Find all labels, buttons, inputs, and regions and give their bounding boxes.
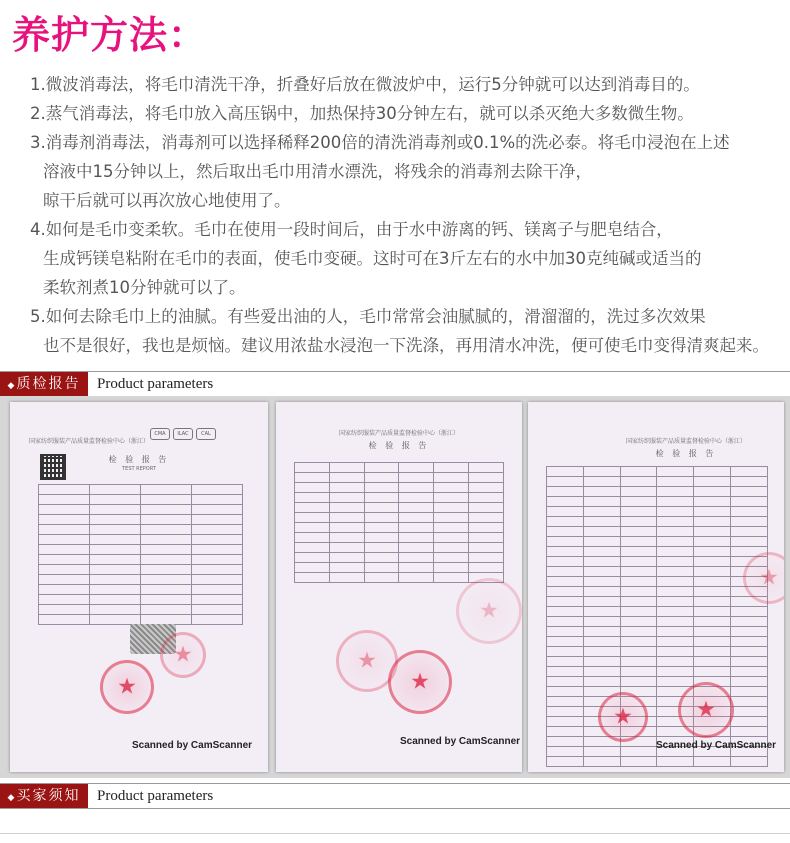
section-header-buyer-notice xyxy=(0,783,790,809)
care-line: 生成钙镁皂粘附在毛巾的表面，使毛巾变硬。这时可在3斤左右的水中加30克纯碱或适当的 xyxy=(43,249,702,268)
doc-title: 检 验 报 告 xyxy=(108,455,170,464)
cnas-logo-icon: ILAC xyxy=(173,428,193,440)
seal-stamp: ★ xyxy=(100,660,154,714)
cal-logo-icon: CAL xyxy=(196,428,216,440)
seal-stamp: ★ xyxy=(160,632,206,678)
seal-stamp: ★ xyxy=(336,630,398,692)
report-table xyxy=(546,466,768,767)
scanned-label: Scanned by CamScanner xyxy=(656,740,777,751)
section-subtitle: Product parameters xyxy=(97,788,214,804)
diamond-icon: ◆ xyxy=(7,793,15,803)
seal-stamp: ★ xyxy=(456,578,522,644)
seal-stamp: ★ xyxy=(743,552,784,604)
care-line: 2.蒸气消毒法，将毛巾放入高压锅中，加热保持30分钟左右，就可以杀灭绝大多数微生物。 xyxy=(30,104,694,123)
report-table xyxy=(294,462,504,583)
diamond-icon: ◆ xyxy=(7,381,15,391)
doc-institute: 国家纺织服装产品质量监督检验中心（浙江） xyxy=(625,438,746,445)
care-line: 也不是很好，我也是烦恼。建议用浓盐水浸泡一下洗涤，再用清水冲洗，便可使毛巾变得清爽起来。 xyxy=(43,336,769,355)
doc-title: 检 验 报 告 xyxy=(655,449,717,458)
seal-stamp: ★ xyxy=(678,682,734,738)
report-page-2 xyxy=(276,402,522,772)
care-line: 晾干后就可以再次放心地使用了。 xyxy=(43,191,291,210)
care-instructions xyxy=(30,70,780,360)
care-line: 溶液中15分钟以上，然后取出毛巾用清水漂洗，将残余的消毒剂去除干净， xyxy=(43,162,592,181)
doc-subtitle: TEST REPORT xyxy=(122,466,156,472)
report-page-1 xyxy=(10,402,268,772)
doc-institute: 国家纺织服装产品质量监督检验中心（浙江） xyxy=(28,438,149,445)
doc-title: 检 验 报 告 xyxy=(368,441,430,450)
report-page-3 xyxy=(528,402,784,772)
care-line: 4.如何是毛巾变柔软。毛巾在使用一段时间后，由于水中游离的钙、镁离子与肥皂结合， xyxy=(30,220,673,239)
section-tag-label: 买家须知 xyxy=(16,788,81,804)
care-line: 柔软剂煮10分钟就可以了。 xyxy=(43,278,246,297)
care-line: 5.如何去除毛巾上的油腻。有些爱出油的人，毛巾常常会油腻腻的，滑溜溜的，洗过多次效果 xyxy=(30,307,706,326)
care-title: 养护方法： xyxy=(12,13,208,57)
section-subtitle: Product parameters xyxy=(97,376,214,392)
report-table xyxy=(38,484,243,625)
care-line: 1.微波消毒法，将毛巾清洗干净，折叠好后放在微波炉中，运行5分钟就可以达到消毒目的。 xyxy=(30,75,700,94)
inspection-report-scans xyxy=(0,396,790,778)
scanned-label: Scanned by CamScanner xyxy=(132,740,253,751)
doc-institute: 国家纺织服装产品质量监督检验中心（浙江） xyxy=(338,430,459,437)
section-tag xyxy=(0,372,88,396)
scanned-label: Scanned by CamScanner xyxy=(400,736,521,747)
section-header-inspection xyxy=(0,371,790,397)
seal-stamp: ★ xyxy=(598,692,648,742)
section-tag xyxy=(0,784,88,808)
care-line: 3.消毒剂消毒法，消毒剂可以选择稀释200倍的清洗消毒剂或0.1%的洗必泰。将毛巾浸泡在上述 xyxy=(30,133,730,152)
section-tag-label: 质检报告 xyxy=(16,376,81,392)
cma-logo-icon: CMA xyxy=(150,428,170,440)
divider xyxy=(0,833,790,834)
seal-stamp: ★ xyxy=(388,650,452,714)
